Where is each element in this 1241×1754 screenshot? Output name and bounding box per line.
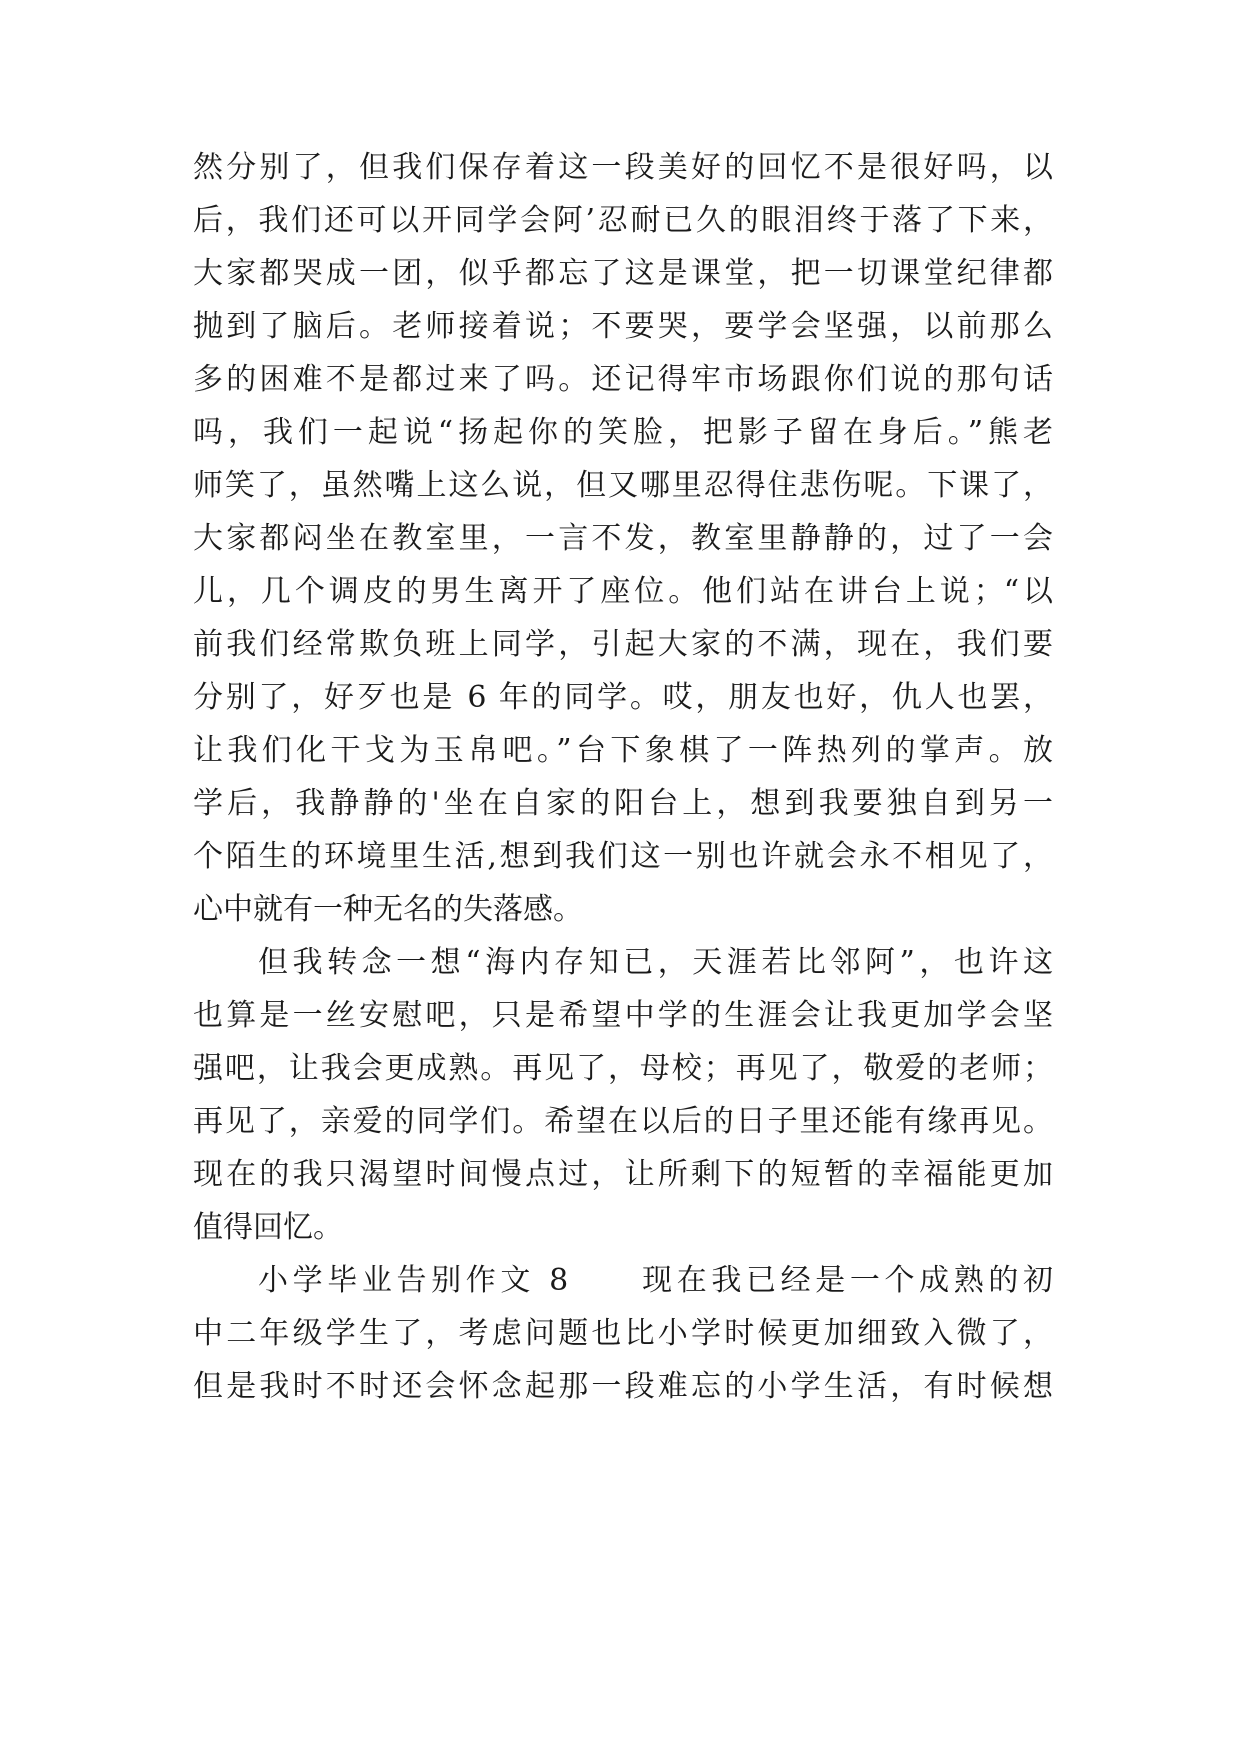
text-line: 前我们经常欺负班上同学，引起大家的不满，现在，我们要 — [193, 627, 1053, 662]
text-line: 值得回忆。 — [193, 1210, 343, 1245]
text-line: 中二年级学生了，考虑问题也比小学时候更加细致入微了， — [193, 1316, 1053, 1351]
text-line: 也算是一丝安慰吧，只是希望中学的生涯会让我更加学会坚 — [193, 998, 1053, 1033]
text-line: 再见了，亲爱的同学们。希望在以后的日子里还能有缘再见。 — [193, 1104, 1053, 1139]
text-line: 多的困难不是都过来了吗。还记得牢市场跟你们说的那句话 — [193, 362, 1053, 397]
text-line: 小学毕业告别作文 8 现在我已经是一个成熟的初 — [258, 1263, 1053, 1298]
text-line: 强吧，让我会更成熟。再见了，母校；再见了，敬爱的老师； — [193, 1051, 1053, 1086]
text-line: 然分别了，但我们保存着这一段美好的回忆不是很好吗，以 — [193, 150, 1053, 185]
text-line: 让我们化干戈为玉帛吧。”台下象棋了一阵热列的掌声。放 — [193, 733, 1053, 768]
text-line: 学后，我静静的'坐在自家的阳台上，想到我要独自到另一 — [193, 786, 1053, 821]
text-line: 现在的我只渴望时间慢点过，让所剩下的短暂的幸福能更加 — [193, 1157, 1053, 1192]
text-line: 儿，几个调皮的男生离开了座位。他们站在讲台上说；“以 — [193, 574, 1053, 609]
text-line: 但是我时不时还会怀念起那一段难忘的小学生活，有时候想 — [193, 1369, 1053, 1404]
text-line: 师笑了，虽然嘴上这么说，但又哪里忍得住悲伤呢。下课了， — [193, 468, 1053, 503]
text-line: 吗，我们一起说“扬起你的笑脸，把影子留在身后。”熊老 — [193, 415, 1053, 450]
text-line: 但我转念一想“海内存知已，天涯若比邻阿”，也许这 — [258, 945, 1053, 980]
text-line: 心中就有一种无名的失落感。 — [193, 892, 583, 927]
text-line: 大家都哭成一团，似乎都忘了这是课堂，把一切课堂纪律都 — [193, 256, 1053, 291]
text-line: 抛到了脑后。老师接着说；不要哭，要学会坚强，以前那么 — [193, 309, 1053, 344]
text-line: 分别了，好歹也是 6 年的同学。哎，朋友也好，仇人也罢， — [193, 680, 1053, 715]
text-line: 后，我们还可以开同学会阿’忍耐已久的眼泪终于落了下来， — [193, 203, 1053, 238]
text-line: 个陌生的环境里生活,想到我们这一别也许就会永不相见了， — [193, 839, 1053, 874]
text-line: 大家都闷坐在教室里，一言不发，教室里静静的，过了一会 — [193, 521, 1053, 556]
